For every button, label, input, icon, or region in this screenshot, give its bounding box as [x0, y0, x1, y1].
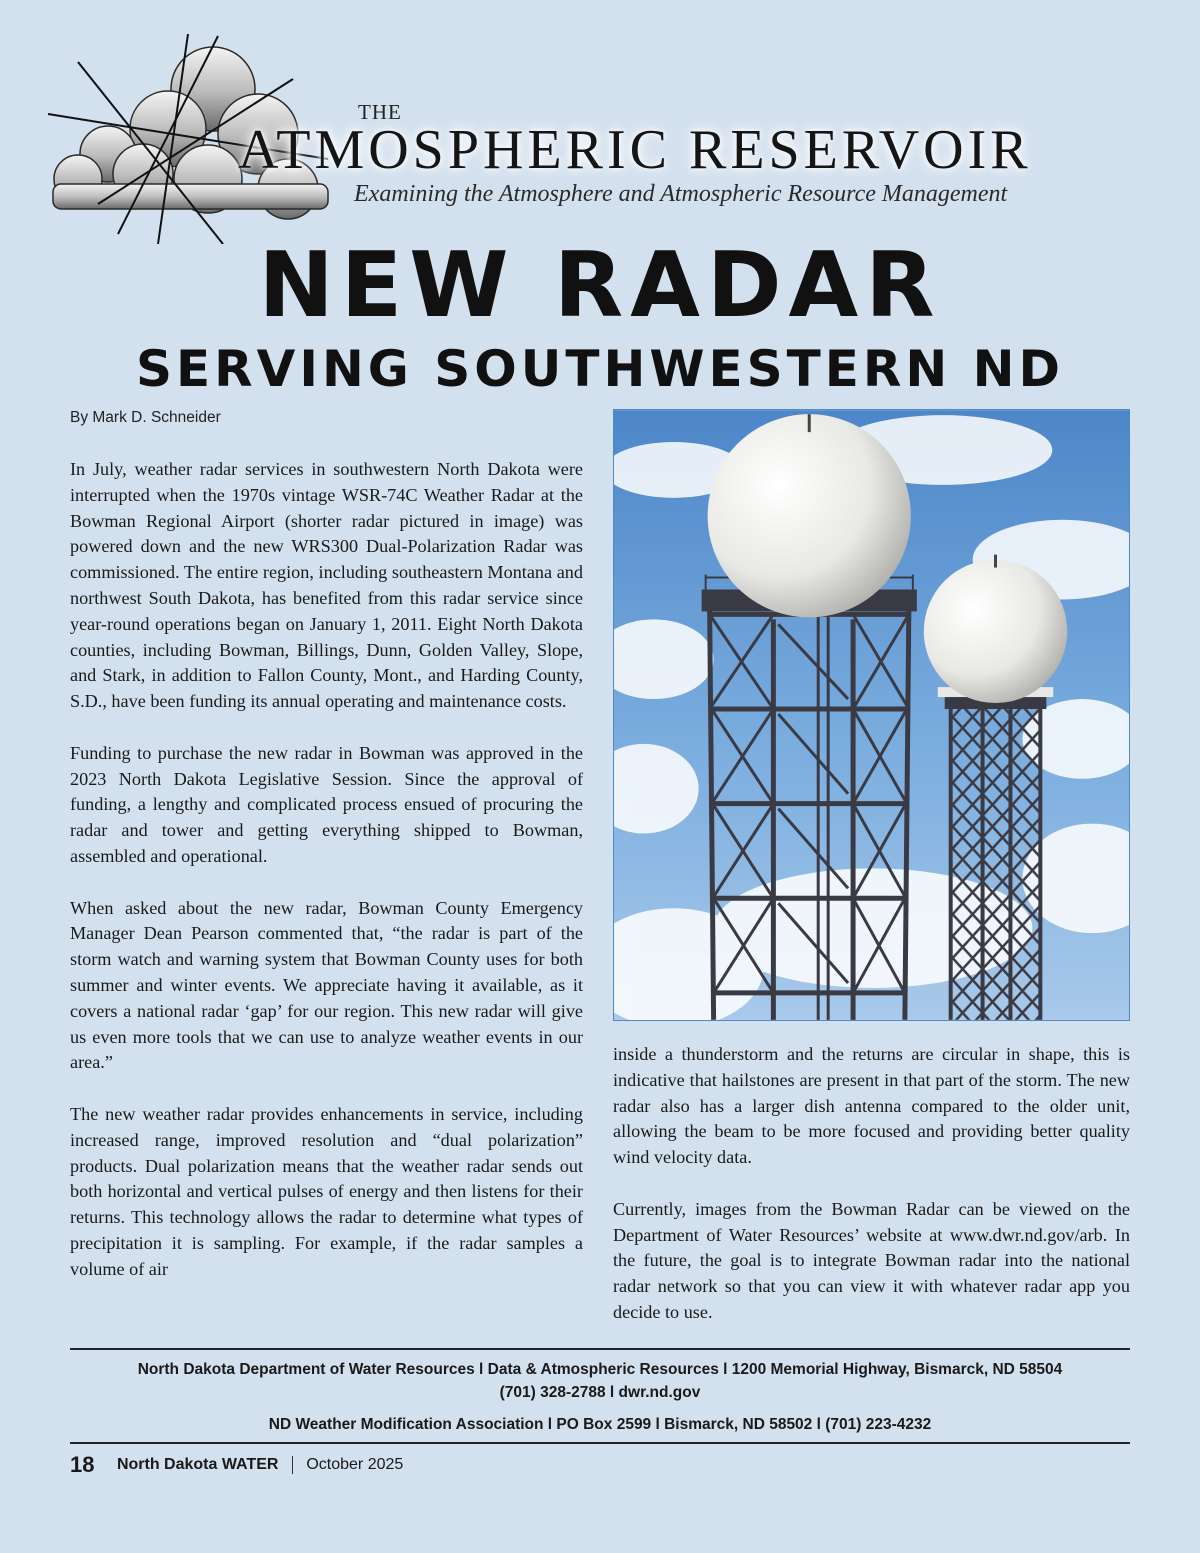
page-folio [70, 1452, 403, 1478]
folio-divider [292, 1456, 293, 1474]
masthead [0, 0, 1200, 240]
radar-towers-photo [613, 409, 1130, 1021]
footer-bottom-rule [70, 1442, 1130, 1444]
footer-dwr-address: North Dakota Department of Water Resources l Data & Atmospheric Resources l 1200 Memorial Highway, Bismarck, ND 58504 [137, 1361, 1063, 1378]
paragraph: Funding to purchase the new radar in Bowman was approved in the 2023 North Dakota Legislative Session. Since the approval of funding, a lengthy and complicated process ensued of procuring the radar and tower and getting everything shipped to Bowman, assembled and operational. [70, 742, 583, 866]
footer-ndwma-address: ND Weather Modification Association l PO Box 2599 l Bismarck, ND 58502 l (701) 223-4232 [268, 1416, 932, 1433]
article-column-left [70, 457, 583, 1308]
publication-title: ATMOSPHERIC RESERVOIR [238, 119, 1032, 181]
radar-photo-illustration [614, 410, 1129, 1020]
article-headline: NEW RADAR [258, 233, 942, 338]
publication-subtitle: Examining the Atmosphere and Atmospheric Resource Management [354, 181, 1008, 207]
page-number: 18 [70, 1452, 95, 1477]
magazine-name: North Dakota WATER [116, 1456, 279, 1473]
issue-date: October 2025 [306, 1456, 404, 1473]
paragraph: When asked about the new radar, Bowman County Emergency Manager Dean Pearson commented that, “the radar is part of the storm watch and warning system that Bowman County uses for both summer and winter events. We appreciate having it available, as it covers a national radar ‘gap’ for our region. This new radar will give us even more tools that we can use to analyze weather events in our area.” [70, 897, 583, 1073]
article-column-right [613, 1042, 1130, 1352]
paragraph: In July, weather radar services in southwestern North Dakota were interrupted when the 1970s vintage WSR-74C Weather Radar at the Bowman Regional Airport (shorter radar pictured in image) was powered down and the new WRS300 Dual-Polarization Radar was commissioned. The entire region, including southeastern Montana and northwest South Dakota, has benefited from this radar service since year-round operations began on January 1, 2011. Eight North Dakota counties, including Bowman, Billings, Dunn, Golden Valley, Slope, and Stark, in addition to Fallon County, Mont., and Harding County, S.D., have been funding its annual operating and maintenance costs. [70, 459, 583, 712]
article-subhead: SERVING SOUTHWESTERN ND [135, 340, 1064, 398]
paragraph: inside a thunderstorm and the returns are circular in shape, this is indicative that hailstones are present in that part of the storm. The new radar also has a larger dish antenna compared to the older unit, allowing the beam to be more focused and providing better quality wind velocity data. [613, 1044, 1130, 1168]
masthead-the: THE [358, 100, 402, 124]
paragraph: Currently, images from the Bowman Radar can be viewed on the Department of Water Resources’ website at www.dwr.nd.gov/arb. In the future, the goal is to integrate Bowman radar into the national radar network so that you can view it with whatever radar app you decide to use. [613, 1198, 1130, 1322]
footer-top-rule [70, 1348, 1130, 1350]
byline: By Mark D. Schneider [70, 409, 221, 426]
paragraph: The new weather radar provides enhancements in service, including increased range, improved resolution and “dual polarization” products. Dual polarization means that the weather radar sends out both horizontal and vertical pulses of energy and then listens for their returns. This technology allows the radar to determine what types of precipitation it is sampling. For example, if the radar samples a volume of air [70, 1103, 583, 1279]
footer-dwr-contact: (701) 328-2788 l dwr.nd.gov [499, 1384, 701, 1401]
